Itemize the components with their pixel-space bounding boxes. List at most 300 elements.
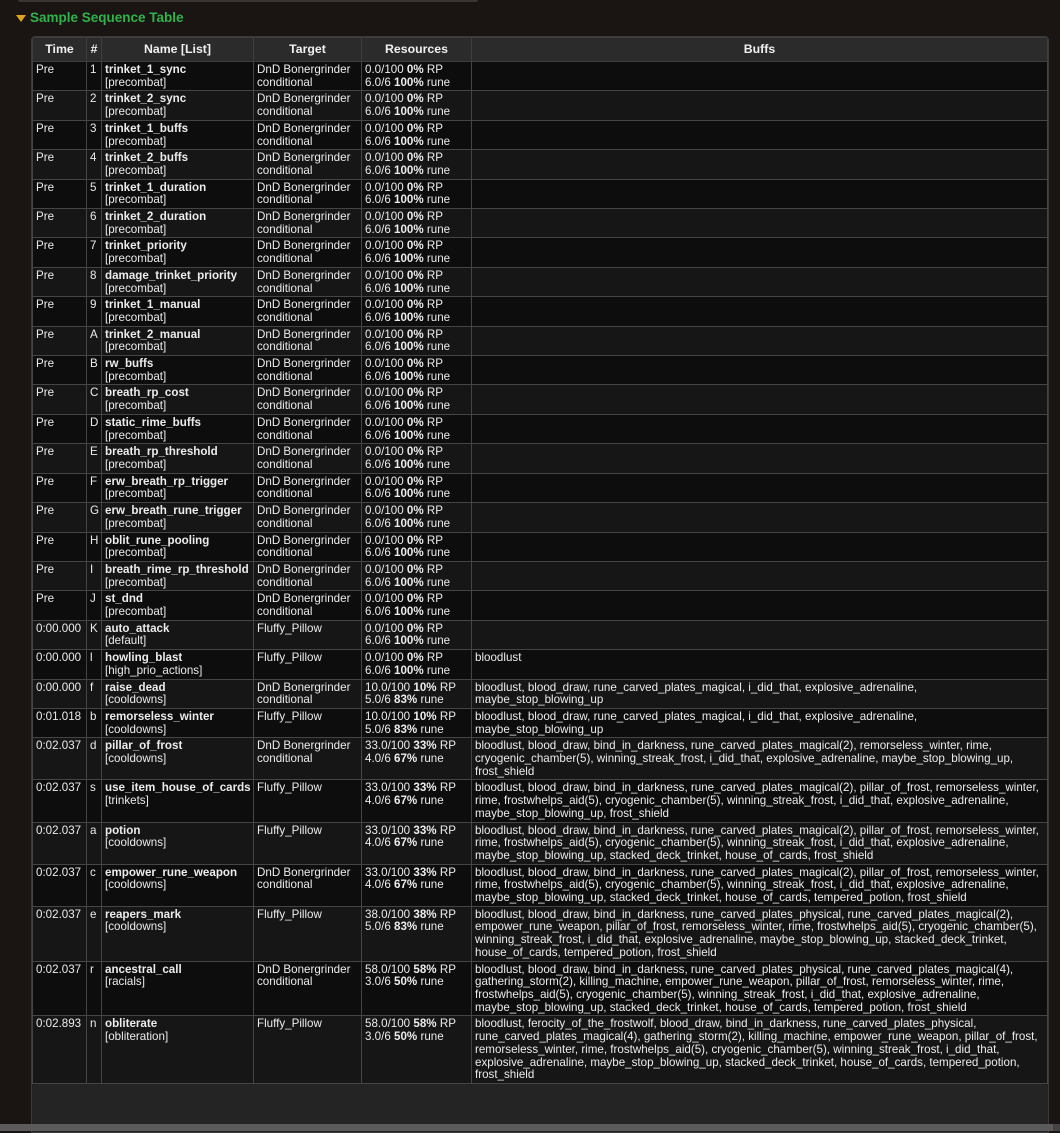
cell-index <box>87 120 102 149</box>
target-condition: conditional <box>257 487 313 501</box>
cell-name <box>102 620 254 649</box>
rune-unit: rune <box>420 975 444 989</box>
table-row <box>33 267 1048 296</box>
action-name: rw_buffs <box>105 357 154 371</box>
runic-power-value: 58.0/100 <box>365 962 411 976</box>
rune-percent: 100% <box>394 575 424 589</box>
runic-power-percent: 0% <box>406 298 424 312</box>
cell-resources <box>362 473 472 502</box>
table-row <box>33 238 1048 267</box>
runic-power-value: 0.0/100 <box>365 386 404 400</box>
cell-resources <box>362 356 472 385</box>
rune-value: 6.0/6 <box>365 516 391 530</box>
buff-list: bloodlust, blood_draw, bind_in_darkness, rune_carved_plates_magical(2), pillar_of_frost, remorseless_winter, rime, frostwhelps_aid(5), cryogenic_chamber(5), winning_streak_frost, i_did_that, explosive_adrenaline, maybe_stop_blowing_up, stacked_deck_trinket, house_of_cards, tempered_potion, frost_shield <box>475 865 1039 905</box>
target-condition: conditional <box>257 252 313 266</box>
cell-index <box>87 297 102 326</box>
time-value: Pre <box>36 151 55 165</box>
cell-index <box>87 326 102 355</box>
cell-resources <box>362 708 472 737</box>
cell-name <box>102 326 254 355</box>
rune-value: 6.0/6 <box>365 193 391 207</box>
runic-power-value: 0.0/100 <box>365 562 404 576</box>
runic-power-value: 10.0/100 <box>365 680 411 694</box>
rune-percent: 83% <box>394 693 418 707</box>
action-list: [precombat] <box>105 310 167 324</box>
buff-list: bloodlust, blood_draw, bind_in_darkness, rune_carved_plates_magical(2), pillar_of_frost, remorseless_winter, rime, frostwhelps_aid(5), cryogenic_chamber(5), winning_streak_frost, i_did_that, explosive_adrenaline, maybe_stop_blowing_up, stacked_deck_trinket, house_of_cards, frost_shield <box>475 823 1039 862</box>
action-name: trinket_2_duration <box>105 210 207 224</box>
cell-buffs <box>472 238 1048 267</box>
cell-index <box>87 444 102 473</box>
action-list: [cooldowns] <box>105 836 167 850</box>
col-header-index[interactable]: # <box>87 38 102 62</box>
rune-value: 6.0/6 <box>365 428 391 442</box>
cell-buffs <box>472 738 1048 780</box>
cell-buffs <box>472 679 1048 708</box>
cell-name <box>102 62 254 91</box>
target-condition: conditional <box>257 222 313 236</box>
runic-power-percent: 0% <box>406 504 424 518</box>
runic-power-unit: RP <box>426 474 444 488</box>
action-list: [precombat] <box>105 340 167 354</box>
rune-percent: 100% <box>394 487 424 501</box>
cell-index <box>87 679 102 708</box>
target-condition: conditional <box>257 605 313 619</box>
target-condition: conditional <box>257 134 313 148</box>
runic-power-value: 0.0/100 <box>365 327 404 341</box>
action-list: [trinkets] <box>105 794 149 808</box>
time-value: Pre <box>36 327 55 341</box>
cell-index <box>87 961 102 1016</box>
runic-power-value: 0.0/100 <box>365 210 404 224</box>
target-name: DnD Bonergrinder <box>257 298 351 312</box>
table-row <box>33 679 1048 708</box>
action-index: 3 <box>90 121 97 135</box>
action-index: b <box>90 709 97 723</box>
target-condition: conditional <box>257 399 313 413</box>
time-value: 0:00.000 <box>36 680 82 694</box>
cell-target <box>254 356 362 385</box>
time-value: Pre <box>36 239 55 253</box>
table-row <box>33 591 1048 620</box>
runic-power-value: 0.0/100 <box>365 592 404 606</box>
action-name: reapers_mark <box>105 907 182 921</box>
cell-buffs <box>472 385 1048 414</box>
col-header-buffs[interactable]: Buffs <box>472 38 1048 62</box>
buff-list: bloodlust, ferocity_of_the_frostwolf, blood_draw, bind_in_darkness, rune_carved_plates_physical, rune_carved_plates_magical(4), gathering_storm(2), killing_machine, empower_rune_weapon, pillar_of_frost, remorseless_winter, rime, frostwhelps_aid(5), cryogenic_chamber(5), winning_streak_frost, i_did_that, explosive_adrenaline, maybe_stop_blowing_up, stacked_deck_trinket, house_of_cards, tempered_potion, frost_shield <box>475 1017 1038 1082</box>
rune-unit: rune <box>426 134 451 148</box>
rune-percent: 100% <box>394 516 424 530</box>
target-condition: conditional <box>257 105 313 119</box>
target-name: DnD Bonergrinder <box>257 327 351 341</box>
collapse-triangle-icon[interactable] <box>16 15 26 22</box>
runic-power-unit: RP <box>426 268 444 282</box>
cell-name <box>102 738 254 780</box>
target-condition: conditional <box>257 546 313 560</box>
cell-resources <box>362 179 472 208</box>
cell-time <box>33 864 87 906</box>
action-index: 7 <box>90 239 97 253</box>
action-list: [cooldowns] <box>105 752 167 766</box>
action-list: [precombat] <box>105 105 167 119</box>
runic-power-value: 33.0/100 <box>365 865 411 879</box>
col-header-target[interactable]: Target <box>254 38 362 62</box>
col-header-name[interactable]: Name [List] <box>102 38 254 62</box>
action-index: B <box>90 357 98 371</box>
runic-power-percent: 0% <box>406 121 424 135</box>
cell-target <box>254 738 362 780</box>
cell-buffs <box>472 326 1048 355</box>
vertical-scroll-gutter <box>1050 36 1060 1131</box>
cell-time <box>33 267 87 296</box>
cell-target <box>254 326 362 355</box>
rune-unit: rune <box>420 693 444 707</box>
cell-resources <box>362 414 472 443</box>
rune-unit: rune <box>426 663 451 677</box>
runic-power-unit: RP <box>426 533 444 547</box>
action-list: [default] <box>105 634 147 648</box>
action-index: 4 <box>90 151 97 165</box>
cell-buffs <box>472 822 1048 864</box>
cell-index <box>87 209 102 238</box>
table-row <box>33 503 1048 532</box>
rune-value: 5.0/6 <box>365 693 391 707</box>
target-condition: conditional <box>257 516 313 530</box>
rune-percent: 50% <box>394 975 418 989</box>
time-value: 0:02.037 <box>36 739 82 753</box>
runic-power-unit: RP <box>426 239 444 253</box>
runic-power-unit: RP <box>426 415 444 429</box>
rune-percent: 100% <box>394 399 424 413</box>
action-name: empower_rune_weapon <box>105 865 238 879</box>
runic-power-percent: 38% <box>413 907 437 921</box>
target-name: Fluffy_Pillow <box>257 621 322 635</box>
action-name: auto_attack <box>105 621 170 635</box>
runic-power-value: 0.0/100 <box>365 415 404 429</box>
table-row <box>33 385 1048 414</box>
time-value: Pre <box>36 533 55 547</box>
rune-unit: rune <box>426 310 451 324</box>
cell-time <box>33 906 87 961</box>
cell-target <box>254 822 362 864</box>
action-list: [cooldowns] <box>105 693 167 707</box>
cell-buffs <box>472 179 1048 208</box>
action-name: howling_blast <box>105 651 183 665</box>
runic-power-value: 0.0/100 <box>365 121 404 135</box>
target-condition: conditional <box>257 193 313 207</box>
rune-value: 4.0/6 <box>365 878 391 892</box>
target-name: DnD Bonergrinder <box>257 151 351 165</box>
rune-percent: 100% <box>394 134 424 148</box>
rune-percent: 67% <box>394 794 418 808</box>
cell-time <box>33 444 87 473</box>
action-list: [precombat] <box>105 605 167 619</box>
rune-unit: rune <box>426 605 451 619</box>
action-name: breath_rp_threshold <box>105 445 218 459</box>
runic-power-value: 0.0/100 <box>365 504 404 518</box>
rune-percent: 100% <box>394 281 424 295</box>
target-name: DnD Bonergrinder <box>257 592 351 606</box>
cell-buffs <box>472 864 1048 906</box>
runic-power-percent: 0% <box>406 386 424 400</box>
table-row <box>33 297 1048 326</box>
rune-value: 6.0/6 <box>365 105 391 119</box>
cell-buffs <box>472 620 1048 649</box>
col-header-resources[interactable]: Resources <box>362 38 472 62</box>
runic-power-unit: RP <box>439 865 456 879</box>
action-index: n <box>90 1017 97 1031</box>
runic-power-percent: 58% <box>413 1017 437 1031</box>
cell-name <box>102 91 254 120</box>
runic-power-value: 0.0/100 <box>365 357 404 371</box>
target-condition: conditional <box>257 428 313 442</box>
target-name: Fluffy_Pillow <box>257 651 322 665</box>
cell-resources <box>362 150 472 179</box>
target-condition: conditional <box>257 75 313 89</box>
table-row <box>33 561 1048 590</box>
rune-percent: 83% <box>394 920 418 934</box>
cell-resources <box>362 780 472 822</box>
target-name: Fluffy_Pillow <box>257 823 322 837</box>
action-index: 1 <box>90 63 97 76</box>
cell-time <box>33 297 87 326</box>
rune-percent: 83% <box>394 722 418 736</box>
action-list: [precombat] <box>105 487 167 501</box>
rune-unit: rune <box>426 457 451 471</box>
cell-index <box>87 620 102 649</box>
runic-power-percent: 33% <box>413 781 437 795</box>
table-row <box>33 91 1048 120</box>
rune-value: 5.0/6 <box>365 722 391 736</box>
section-toggle[interactable] <box>16 10 184 25</box>
cell-resources <box>362 297 472 326</box>
cell-name <box>102 864 254 906</box>
action-index: 5 <box>90 180 97 194</box>
action-index: F <box>90 474 98 488</box>
cell-name <box>102 650 254 679</box>
action-list: [cooldowns] <box>105 878 167 892</box>
cell-index <box>87 267 102 296</box>
rune-unit: rune <box>426 487 451 501</box>
action-list: [high_prio_actions] <box>105 663 203 677</box>
cell-time <box>33 356 87 385</box>
action-index: E <box>90 445 98 459</box>
action-index: H <box>90 533 99 547</box>
cell-target <box>254 1016 362 1084</box>
rune-unit: rune <box>420 794 444 808</box>
cell-time <box>33 473 87 502</box>
cell-name <box>102 385 254 414</box>
target-condition: conditional <box>257 310 313 324</box>
buff-list: bloodlust, blood_draw, rune_carved_plates_magical, i_did_that, explosive_adrenaline, maybe_stop_blowing_up <box>475 709 918 736</box>
cell-index <box>87 356 102 385</box>
cell-name <box>102 591 254 620</box>
cell-resources <box>362 906 472 961</box>
runic-power-unit: RP <box>439 907 456 921</box>
cell-name <box>102 1016 254 1084</box>
cell-name <box>102 532 254 561</box>
table-row <box>33 961 1048 1016</box>
time-value: 0:00.000 <box>36 621 82 635</box>
runic-power-unit: RP <box>439 680 456 694</box>
table-row <box>33 209 1048 238</box>
action-list: [precombat] <box>105 369 167 383</box>
target-condition: conditional <box>257 975 313 989</box>
time-value: Pre <box>36 562 55 576</box>
col-header-time[interactable]: Time <box>33 38 87 62</box>
time-value: Pre <box>36 504 55 518</box>
cell-buffs <box>472 209 1048 238</box>
runic-power-value: 0.0/100 <box>365 239 404 253</box>
cell-time <box>33 708 87 737</box>
time-value: 0:01.018 <box>36 709 82 723</box>
time-value: Pre <box>36 268 55 282</box>
rune-value: 6.0/6 <box>365 222 391 236</box>
rune-unit: rune <box>420 878 444 892</box>
cell-index <box>87 822 102 864</box>
runic-power-percent: 10% <box>413 680 437 694</box>
action-index: s <box>90 781 96 795</box>
action-index: D <box>90 415 99 429</box>
runic-power-unit: RP <box>439 1017 456 1031</box>
cell-resources <box>362 238 472 267</box>
buff-list: bloodlust, blood_draw, bind_in_darkness, rune_carved_plates_physical, rune_carved_plates_magical(2), empower_rune_weapon, pillar_of_frost, remorseless_winter, rime, frostwhelps_aid(5), cryogenic_chamber(5), winning_streak_frost, i_did_that, explosive_adrenaline, maybe_stop_blowing_up, stacked_deck_trinket, house_of_cards, tempered_potion, frost_shield <box>475 907 1037 959</box>
action-name: damage_trinket_priority <box>105 268 238 282</box>
runic-power-unit: RP <box>426 210 444 224</box>
cell-resources <box>362 385 472 414</box>
cell-buffs <box>472 297 1048 326</box>
rune-unit: rune <box>426 399 451 413</box>
action-list: [cooldowns] <box>105 722 167 736</box>
cell-time <box>33 326 87 355</box>
rune-percent: 100% <box>394 428 424 442</box>
target-name: DnD Bonergrinder <box>257 239 351 253</box>
runic-power-percent: 0% <box>406 63 424 76</box>
cell-name <box>102 267 254 296</box>
rune-percent: 50% <box>394 1030 418 1044</box>
target-name: DnD Bonergrinder <box>257 680 351 694</box>
rune-percent: 100% <box>394 663 424 677</box>
runic-power-unit: RP <box>439 781 456 795</box>
cell-resources <box>362 62 472 91</box>
runic-power-percent: 0% <box>406 621 424 635</box>
runic-power-value: 58.0/100 <box>365 1017 411 1031</box>
cell-target <box>254 62 362 91</box>
action-name: erw_breath_rune_trigger <box>105 504 242 518</box>
cell-resources <box>362 326 472 355</box>
cell-resources <box>362 91 472 120</box>
action-index: 2 <box>90 92 97 106</box>
runic-power-value: 33.0/100 <box>365 823 411 837</box>
cell-index <box>87 473 102 502</box>
cell-buffs <box>472 503 1048 532</box>
cell-index <box>87 780 102 822</box>
rune-unit: rune <box>426 575 451 589</box>
table-row <box>33 864 1048 906</box>
cell-time <box>33 1016 87 1084</box>
runic-power-value: 0.0/100 <box>365 474 404 488</box>
action-name: remorseless_winter <box>105 709 214 723</box>
action-name: trinket_1_sync <box>105 63 187 76</box>
horizontal-scrollbar-thumb[interactable] <box>0 1124 1053 1131</box>
cell-index <box>87 591 102 620</box>
cell-time <box>33 150 87 179</box>
rune-percent: 100% <box>394 222 424 236</box>
action-list: [precombat] <box>105 134 167 148</box>
runic-power-percent: 33% <box>413 865 437 879</box>
rune-value: 3.0/6 <box>365 1030 391 1044</box>
target-name: DnD Bonergrinder <box>257 63 351 76</box>
runic-power-percent: 0% <box>406 474 424 488</box>
time-value: 0:02.037 <box>36 907 82 921</box>
cell-buffs <box>472 650 1048 679</box>
cell-index <box>87 238 102 267</box>
rune-value: 6.0/6 <box>365 457 391 471</box>
action-list: [obliteration] <box>105 1030 169 1044</box>
cell-name <box>102 444 254 473</box>
buff-list: bloodlust, blood_draw, bind_in_darkness, rune_carved_plates_magical(2), pillar_of_frost, remorseless_winter, rime, frostwhelps_aid(5), cryogenic_chamber(5), winning_streak_frost, i_did_that, explosive_adrenaline, maybe_stop_blowing_up, frost_shield <box>475 781 1039 820</box>
rune-value: 6.0/6 <box>365 75 391 89</box>
target-condition: conditional <box>257 457 313 471</box>
cell-resources <box>362 1016 472 1084</box>
runic-power-percent: 0% <box>406 180 424 194</box>
rune-value: 6.0/6 <box>365 134 391 148</box>
time-value: 0:02.037 <box>36 962 82 976</box>
rune-percent: 100% <box>394 105 424 119</box>
action-index: 8 <box>90 268 97 282</box>
target-name: DnD Bonergrinder <box>257 357 351 371</box>
cell-time <box>33 561 87 590</box>
table-row <box>33 620 1048 649</box>
cell-buffs <box>472 961 1048 1016</box>
time-value: Pre <box>36 180 55 194</box>
runic-power-value: 10.0/100 <box>365 709 411 723</box>
table-row <box>33 650 1048 679</box>
runic-power-unit: RP <box>426 621 444 635</box>
target-name: DnD Bonergrinder <box>257 562 351 576</box>
cell-resources <box>362 961 472 1016</box>
action-name: raise_dead <box>105 680 166 694</box>
cell-name <box>102 150 254 179</box>
cell-target <box>254 708 362 737</box>
rune-value: 6.0/6 <box>365 281 391 295</box>
cell-time <box>33 120 87 149</box>
time-value: 0:02.037 <box>36 823 82 837</box>
rune-value: 3.0/6 <box>365 975 391 989</box>
rune-value: 4.0/6 <box>365 794 391 808</box>
cell-buffs <box>472 444 1048 473</box>
cell-index <box>87 91 102 120</box>
buff-list: bloodlust <box>475 651 522 665</box>
target-name: DnD Bonergrinder <box>257 865 351 879</box>
rune-percent: 100% <box>394 252 424 266</box>
table-row <box>33 62 1048 91</box>
runic-power-percent: 0% <box>406 592 424 606</box>
runic-power-value: 0.0/100 <box>365 63 404 76</box>
cell-target <box>254 414 362 443</box>
target-condition: conditional <box>257 369 313 383</box>
cell-buffs <box>472 150 1048 179</box>
action-index: a <box>90 823 97 837</box>
table-row <box>33 738 1048 780</box>
target-condition: conditional <box>257 878 313 892</box>
action-index: 9 <box>90 298 97 312</box>
rune-percent: 100% <box>394 605 424 619</box>
runic-power-unit: RP <box>426 562 444 576</box>
cell-buffs <box>472 120 1048 149</box>
cell-name <box>102 561 254 590</box>
cell-resources <box>362 650 472 679</box>
rune-unit: rune <box>420 752 444 766</box>
